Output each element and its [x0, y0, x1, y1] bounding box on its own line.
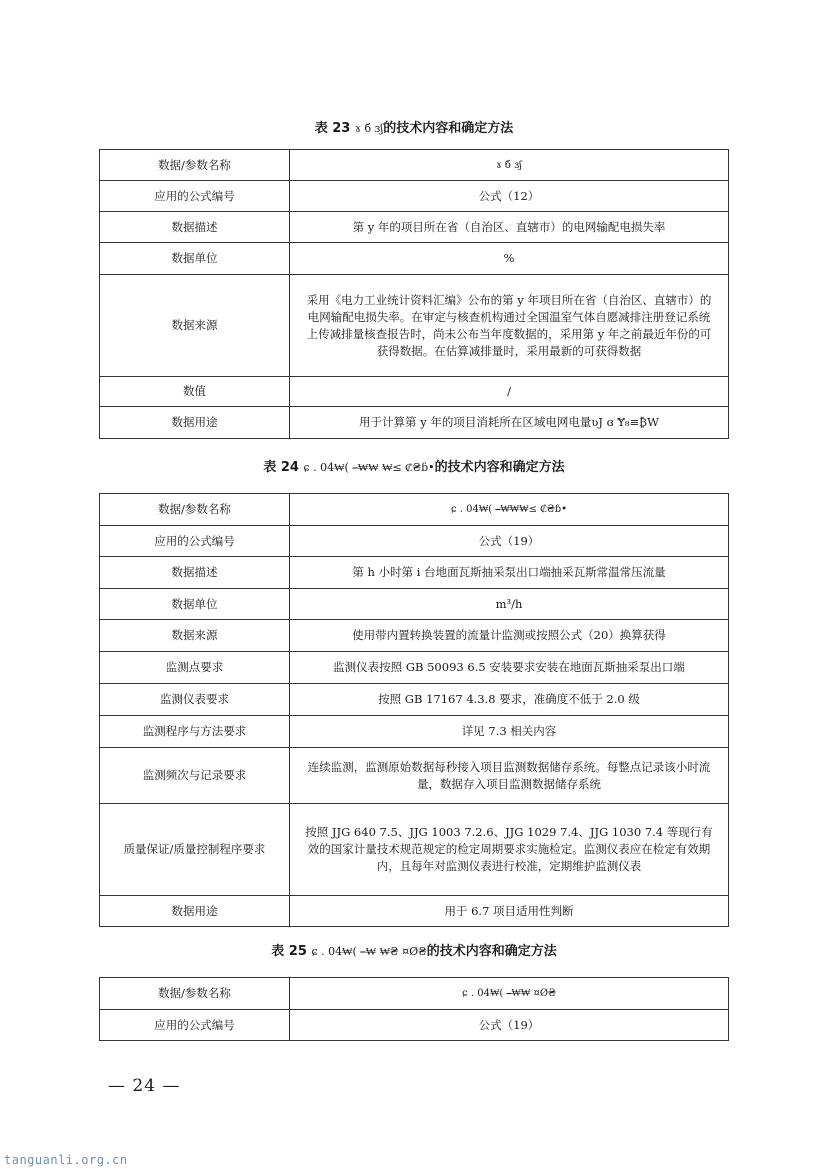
row-value: ɕ . 04₩( ⎯₩₩₩≤ ₡₴ɓ•: [290, 494, 729, 526]
row-value: 连续监测，监测原始数据每秒接入项目监测数据储存系统。每整点记录该小时流量，数据存入项目监测数据储存系统: [290, 748, 729, 804]
table-row: [100, 652, 729, 684]
table-row: [100, 716, 729, 748]
row-value: %: [290, 243, 729, 275]
row-value: 公式（19）: [290, 1010, 729, 1041]
caption-symbol: ɤ б ɜʃ: [354, 122, 384, 135]
row-label: 数据描述: [100, 212, 290, 243]
row-label: 数据/参数名称: [100, 150, 290, 181]
caption-symbol: ɕ . 04₩( ⎯₩ ₩₴ ¤Ø₴: [311, 945, 427, 958]
caption-prefix: 表 24: [263, 460, 299, 475]
row-label: 数据单位: [100, 589, 290, 620]
row-label: 监测点要求: [100, 652, 290, 684]
table-row: [100, 212, 729, 243]
row-label: 数据单位: [100, 243, 290, 275]
row-value: ɤ б ɜʃ: [290, 150, 729, 181]
row-label: 数据/参数名称: [100, 978, 290, 1010]
row-label: 监测程序与方法要求: [100, 716, 290, 748]
page-number: — 24 —: [108, 1076, 181, 1096]
row-label: 数据来源: [100, 275, 290, 377]
row-label: 数据描述: [100, 557, 290, 589]
table-row: [100, 589, 729, 620]
row-value: 第 h 小时第 i 台地面瓦斯抽采泵出口端抽采瓦斯常温常压流量: [290, 557, 729, 589]
table-row: [100, 978, 729, 1010]
row-label: 监测仪表要求: [100, 684, 290, 716]
table-23-caption: [99, 120, 729, 138]
row-value: 用于计算第 y 年的项目消耗所在区域电网电量ʋJ ɞ Ɏ₈≡₿W: [290, 407, 729, 439]
table-row: [100, 557, 729, 589]
row-label: 数值: [100, 377, 290, 407]
row-value: 按照 JJG 640 7.5、JJG 1003 7.2.6、JJG 1029 7.4、JJG 1030 7.4 等现行有效的国家计量技术规范规定的检定周期要求实施检定。监测仪表应在检定有效期内，且每年对监测仪表进行校准，定期维护监测仪表: [290, 804, 729, 896]
table-row: [100, 748, 729, 804]
row-value: /: [290, 377, 729, 407]
table-row: [100, 494, 729, 526]
row-value: 详见 7.3 相关内容: [290, 716, 729, 748]
table-25-caption: [99, 943, 729, 961]
row-value: 公式（19）: [290, 526, 729, 557]
table-row: [100, 243, 729, 275]
caption-prefix: 表 23: [314, 121, 351, 136]
table-row: [100, 275, 729, 377]
caption-suffix: 的技术内容和确定方法: [434, 460, 565, 475]
row-label: 数据用途: [100, 896, 290, 927]
row-label: 应用的公式编号: [100, 526, 290, 557]
table-row: [100, 377, 729, 407]
table-row: [100, 620, 729, 652]
row-label: 质量保证/质量控制程序要求: [100, 804, 290, 896]
row-value: 监测仪表按照 GB 50093 6.5 安装要求安装在地面瓦斯抽采泵出口端: [290, 652, 729, 684]
table-25: [99, 977, 729, 1041]
table-row: [100, 526, 729, 557]
row-label: 数据/参数名称: [100, 494, 290, 526]
row-label: 应用的公式编号: [100, 181, 290, 212]
table-row: [100, 407, 729, 439]
table-24: [99, 493, 729, 927]
table-row: [100, 181, 729, 212]
table-row: [100, 150, 729, 181]
table-row: [100, 896, 729, 927]
row-value: 公式（12）: [290, 181, 729, 212]
table-row: [100, 1010, 729, 1041]
row-value: 用于 6.7 项目适用性判断: [290, 896, 729, 927]
table-row: [100, 684, 729, 716]
caption-symbol: ɕ . 04₩( ⎯₩₩ ₩≤ ₡₴ɓ•: [303, 461, 435, 474]
caption-suffix: 的技术内容和确定方法: [383, 121, 514, 136]
row-value: m³/h: [290, 589, 729, 620]
row-value: ɕ . 04₩( ⎯₩₩ ¤Ø₴: [290, 978, 729, 1010]
row-value: 按照 GB 17167 4.3.8 要求，准确度不低于 2.0 级: [290, 684, 729, 716]
table-24-caption: [99, 459, 729, 477]
row-label: 应用的公式编号: [100, 1010, 290, 1041]
watermark: tanguanli.org.cn: [4, 1153, 128, 1167]
row-value: 第 y 年的项目所在省（自治区、直辖市）的电网输配电损失率: [290, 212, 729, 243]
table-23: [99, 149, 729, 439]
caption-prefix: 表 25: [271, 944, 307, 959]
row-label: 监测频次与记录要求: [100, 748, 290, 804]
row-value: 采用《电力工业统计资料汇编》公布的第 y 年项目所在省（自治区、直辖市）的电网输配电损失率。在审定与核查机构通过全国温室气体自愿减排注册登记系统上传减排量核查报告时，尚未公布当年度数据的，采用第 y 年之前最近年份的可获得数据。在估算减排量时，采用最新的可获得数据: [290, 275, 729, 377]
row-label: 数据用途: [100, 407, 290, 439]
table-row: [100, 804, 729, 896]
row-value: 使用带内置转换装置的流量计监测或按照公式（20）换算获得: [290, 620, 729, 652]
caption-suffix: 的技术内容和确定方法: [426, 944, 557, 959]
row-label: 数据来源: [100, 620, 290, 652]
